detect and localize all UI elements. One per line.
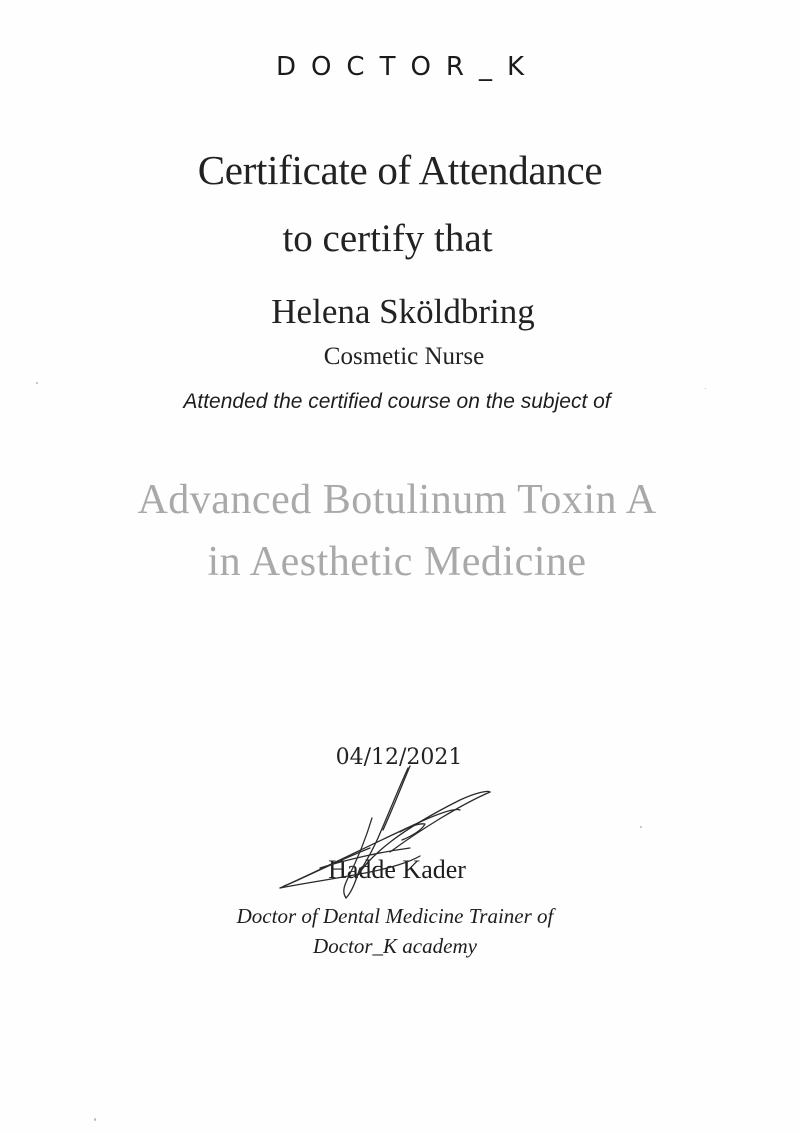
- signer-title-line-1: Doctor of Dental Medicine Trainer of: [236, 904, 554, 928]
- handwritten-signature: [260, 760, 510, 910]
- brand-logo: DOCTOR_K: [275, 52, 540, 82]
- paper-speck: [94, 1118, 96, 1121]
- certificate-date: 04/12/2021: [335, 745, 463, 770]
- course-title-line-1: Advanced Botulinum Toxin A: [137, 477, 657, 523]
- course-title-line-2: in Aesthetic Medicine: [207, 539, 587, 585]
- paper-speck: [640, 826, 642, 828]
- signer-name: Hadde Kader: [328, 855, 466, 884]
- paper-speck: [36, 382, 38, 384]
- signer-title-line-2: Doctor_K academy: [313, 934, 477, 958]
- recipient-role: Cosmetic Nurse: [323, 343, 485, 370]
- paper-speck: [705, 388, 706, 389]
- certificate-subtitle: to certify that: [282, 217, 493, 260]
- certificate-title: Certificate of Attendance: [197, 147, 603, 193]
- recipient-name: Helena Sköldbring: [271, 292, 535, 331]
- attended-statement: Attended the certified course on the subject of: [183, 390, 611, 413]
